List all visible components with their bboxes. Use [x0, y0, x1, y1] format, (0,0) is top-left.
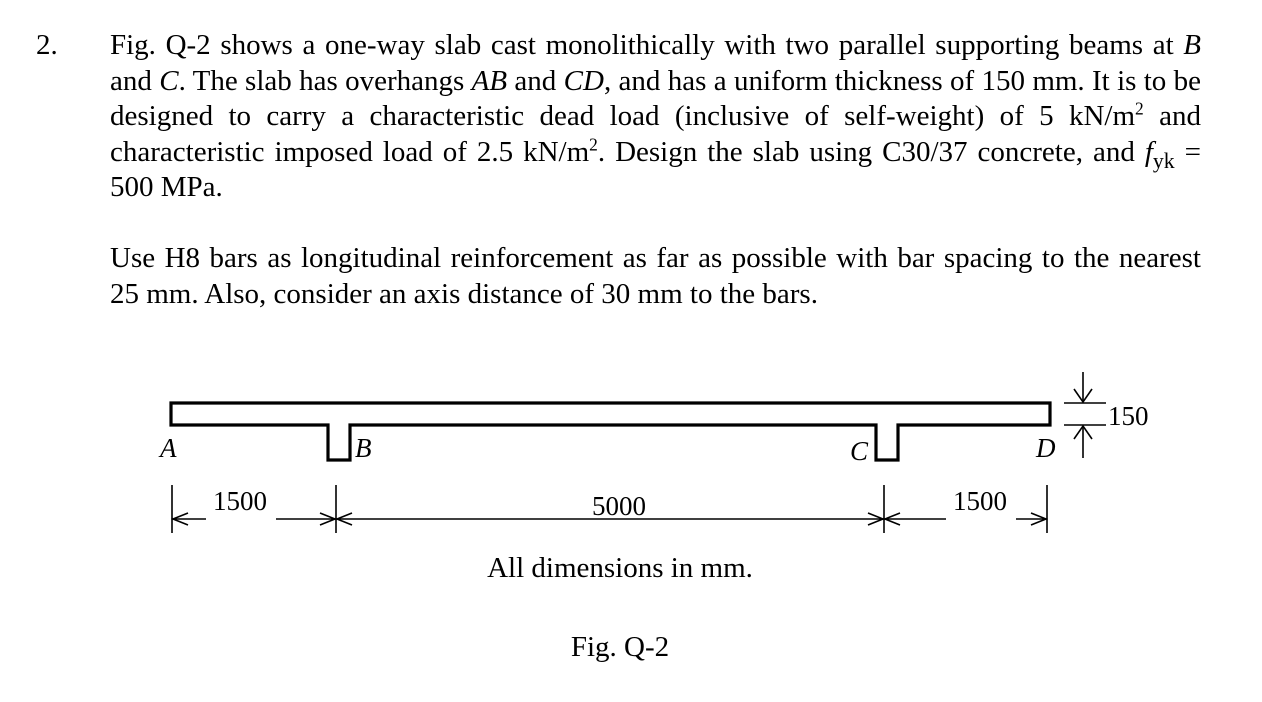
- beam-b-ref: B: [1183, 29, 1201, 61]
- label-a: A: [160, 433, 177, 463]
- overhang-ab-ref: AB: [471, 64, 508, 97]
- q-text-6: and characteristic imposed load of 2.5 kN/m: [110, 100, 1201, 168]
- fyk-symbol: f: [1144, 135, 1153, 168]
- q-text-5: , and has a uniform thickness of 150 mm. It is to be designed to carry a characteristic dead load (inclusive of self-weight) of 5 kN/m: [110, 64, 1202, 132]
- label-c: C: [850, 436, 869, 466]
- figure-caption: Fig. Q-2: [570, 631, 670, 663]
- overhang-cd-ref: CD: [563, 64, 604, 97]
- slab-outline: [171, 403, 1050, 460]
- beam-c-ref: C: [159, 64, 179, 97]
- q-text-3: . The slab has overhangs: [178, 64, 472, 97]
- label-d: D: [1036, 433, 1056, 463]
- q-text-8: = 500 MPa.: [110, 135, 1201, 203]
- units-note: All dimensions in mm.: [487, 552, 753, 584]
- dim-right-overhang: 1500: [953, 486, 1007, 516]
- question-number: 2.: [36, 29, 58, 61]
- thickness-dimension: [1064, 372, 1106, 458]
- label-b: B: [355, 433, 372, 463]
- q-text-2: and: [110, 64, 160, 97]
- dim-main-span: 5000: [592, 491, 646, 521]
- dim-left-overhang: 1500: [213, 486, 267, 516]
- q-text-1: Fig. Q-2 shows a one-way slab cast monolithically with two parallel supporting beams at: [110, 29, 1184, 61]
- unit-superscript-1: 2: [1135, 98, 1144, 119]
- thickness-value: 150: [1108, 401, 1149, 431]
- q-text-7: . Design the slab using C30/37 concrete, and: [597, 135, 1145, 168]
- unit-superscript-2: 2: [589, 133, 598, 154]
- fyk-subscript: yk: [1152, 148, 1175, 173]
- question-paragraph-2: Use H8 bars as longitudinal reinforcement as far as possible with bar spacing to the nearest 25 mm. Also, consider an axis distance of 30 mm to the bars.: [110, 242, 1201, 310]
- q-text-4: and: [507, 64, 564, 97]
